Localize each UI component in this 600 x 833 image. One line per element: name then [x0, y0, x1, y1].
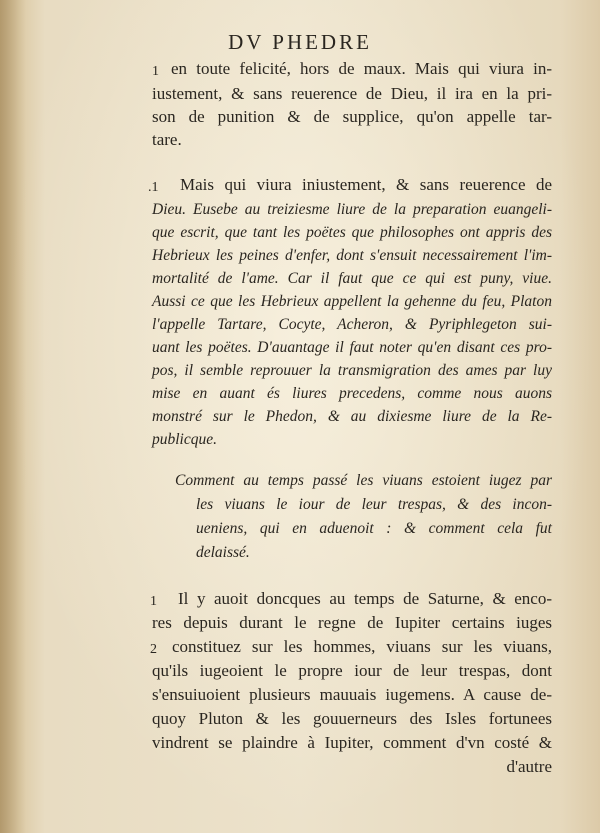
- text-line: res depuis durant le regne de Iupiter certains iuges: [152, 613, 552, 632]
- margin-note-marker: 1: [150, 594, 157, 609]
- text-line: Aussi ce que les Hebrieux appellent la gehenne du feu, Platon: [152, 293, 552, 310]
- text-line: quoy Pluton & les gouuerneurs des Isles fortunees: [152, 709, 552, 728]
- margin-note-marker: 2: [150, 642, 157, 657]
- text-line: mise en auant és liures precedens, comme nous auons: [152, 385, 552, 402]
- text-line: Mais qui viura iniustement, & sans reuerence de: [180, 175, 552, 194]
- text-line: que escrit, que tant les poëtes que philosophes ont appris des: [152, 224, 552, 241]
- summary-line: ueniens, qui en aduenoit : & comment cela fut: [196, 520, 552, 537]
- text-line: s'ensuiuoient plusieurs mauuais iugemens. A cause de-: [152, 685, 552, 704]
- text-line: publicque.: [152, 431, 217, 448]
- summary-line: delaissé.: [196, 544, 250, 561]
- summary-line: les viuans le iour de leur trespas, & des incon-: [196, 496, 552, 513]
- text-line: l'appelle Tartare, Cocyte, Acheron, & Pyriphlegeton sui-: [152, 316, 552, 333]
- text-line: Il y auoit doncques au temps de Saturne, & enco-: [178, 589, 552, 608]
- text-line: son de punition & de supplice, qu'on appelle tar-: [152, 107, 552, 126]
- text-line: iustement, & sans reuerence de Dieu, il ira en la pri-: [152, 84, 552, 103]
- text-line: uant les poëtes. D'auantage il faut noter qu'en disant ces pro-: [152, 339, 552, 356]
- text-line: Dieu. Eusebe au treiziesme liure de la preparation euangeli-: [152, 201, 552, 218]
- margin-note-marker: .1: [148, 180, 159, 195]
- text-line: monstré sur le Phedon, & au dixiesme liure de la Re-: [152, 408, 552, 425]
- margin-note-marker: 1: [152, 64, 159, 79]
- text-line: Hebrieux les peines d'enfer, dont s'ensuit necessairement l'im-: [152, 247, 552, 264]
- running-header: DV PHEDRE: [228, 30, 372, 54]
- text-line: mortalité de l'ame. Car il faut que ce qui est puny, viue.: [152, 270, 552, 287]
- summary-line: Comment au temps passé les viuans estoient iugez par: [175, 472, 552, 489]
- text-line: pos, il semble reprouuer la transmigration des ames par luy: [152, 362, 552, 379]
- text-line: en toute felicité, hors de maux. Mais qui viura in-: [171, 59, 552, 78]
- text-line: qu'ils iugeoient le propre iour de leur trespas, dont: [152, 661, 552, 680]
- text-line: constituez sur les hommes, viuans sur les viuans,: [172, 637, 552, 656]
- text-line: vindrent se plaindre à Iupiter, comment d'vn costé &: [152, 733, 552, 752]
- text-line: tare.: [152, 130, 182, 149]
- catchword: d'autre: [506, 757, 552, 776]
